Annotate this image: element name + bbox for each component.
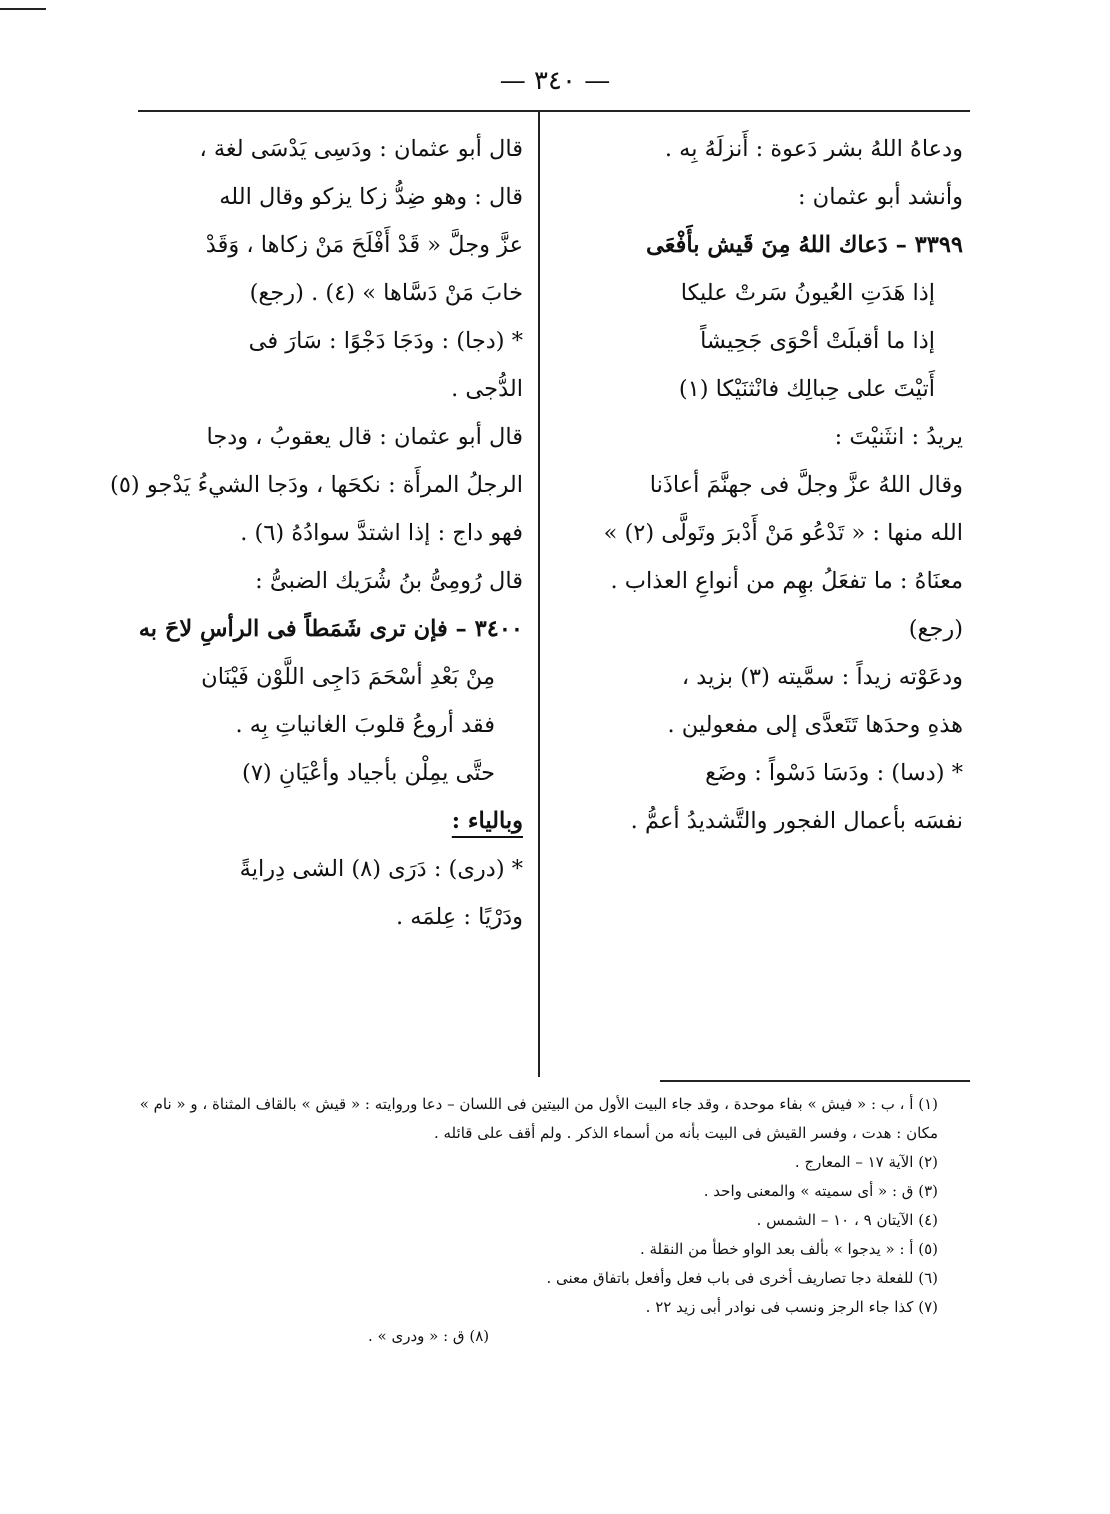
footnote-rule xyxy=(660,1080,970,1082)
text-line: نفسَه بأعمال الفجور والتَّشديدُ أعمُّ . xyxy=(630,808,963,834)
text-line: فهو داج : إذا اشتدَّ سوادُهُ (٦) . xyxy=(240,520,523,546)
column-divider xyxy=(538,112,540,1077)
text-line: وأنشد أبو عثمان : xyxy=(797,184,963,210)
text-line: يريدُ : انثَنيْتَ : xyxy=(834,424,963,450)
text-line: وقال اللهُ عزَّ وجلَّ فى جهنَّمَ أعاذَنا xyxy=(649,472,963,498)
text-line: خابَ مَنْ دَسَّاها » (٤) . (رجع) xyxy=(249,280,523,306)
verse-line: إذا ما أقبلَتْ أحْوَى جَحِيشاً xyxy=(700,328,935,354)
text-line: قال أبو عثمان : ودَسِى يَدْسَى لغة ، xyxy=(199,136,523,162)
text-line: * (درى) : دَرَى (٨) الشى دِرايةً xyxy=(239,856,523,882)
text-line: قال أبو عثمان : قال يعقوبُ ، ودجا xyxy=(206,424,523,450)
footnotes xyxy=(138,1090,938,1351)
text-line: ودَرْيًا : عِلمَه . xyxy=(395,904,523,930)
verse-line: أَتيْتَ على حِبالِك فانْثنَيْكا (١) xyxy=(678,376,935,402)
text-line: ودعاهُ اللهُ بشر دَعوة : أَنزلَهُ بِه . xyxy=(664,136,963,162)
text-line: قال رُومِىُّ بنُ شُرَيك الضبىُّ : xyxy=(255,568,523,594)
text-line: هذهِ وحدَها تَتَعدَّى إلى مفعولين . xyxy=(667,712,963,738)
section-heading: وبالياء : xyxy=(451,808,523,834)
page-number: — ٣٤٠ — xyxy=(499,66,611,96)
footnote: (٨) ق : « ودرى » . xyxy=(368,1327,490,1345)
left-column xyxy=(110,125,523,1085)
footnote: (٧) كذا جاء الرجز ونسب فى نوادر أبى زيد ٢٢ . xyxy=(645,1298,938,1316)
footnote: (١) أ ، ب : « فيش » بفاء موحدة ، وقد جاء البيت الأول من البيتين فى اللسان – دعا وروايته : « قيش » بالقاف المثناة ، و « نام » مكان : هدت ، وفسر القيش فى البيت بأنه من أسماء الذكر . ولم أقف على قائله . xyxy=(139,1095,938,1142)
footnote: (٣) ق : « أى سميته » والمعنى واحد . xyxy=(703,1182,938,1200)
text-line: (رجع) xyxy=(908,616,963,642)
text-line: قال : وهو ضِدُّ زكا يزكو وقال الله xyxy=(219,184,523,210)
text-line: ودعَوْته زيداً : سمَّيته (٣) بزيد ، xyxy=(681,664,963,690)
header-rule xyxy=(138,110,970,112)
footnote: (٦) للفعلة دجا تصاريف أخرى فى باب فعل وأفعل باتفاق معنى . xyxy=(546,1269,938,1287)
verse-line: ٣٤٠٠ – فإن ترى شَمَطاً فى الرأسِ لاحَ به xyxy=(138,616,523,642)
verse-line: إذا هَدَتِ العُيونُ سَرتْ عليكا xyxy=(680,280,935,306)
right-column xyxy=(558,125,963,1085)
text-line: عزَّ وجلَّ « قَدْ أَفْلَحَ مَنْ زكاها ، وَقَدْ xyxy=(205,232,523,258)
text-line: معنَاهُ : ما تفعَلُ بهِم من أنواعِ العذاب . xyxy=(610,568,963,594)
text-line: * (دجا) : ودَجَا دَجْوًا : سَارَ فى xyxy=(248,328,523,354)
text-line: الدُّجى . xyxy=(451,376,523,402)
text-line: الرجلُ المرأَة : نكحَها ، ودَجا الشيءُ يَدْجو (٥) xyxy=(110,472,523,498)
text-line: * (دسا) : ودَسَا دَسْواً : وضَع xyxy=(705,760,963,786)
verse-line: مِنْ بَعْدِ أسْحَمَ دَاجِى اللَّوْن فَيْنَان xyxy=(201,664,495,690)
verse-line: فقد أروعُ قلوبَ الغانياتِ بِه . xyxy=(235,712,495,738)
verse-line: حتَّى يمِلْن بأجياد وأعْيَانِ (٧) xyxy=(242,760,495,786)
footnote: (٥) أ : « يدجوا » بألف بعد الواو خطأ من النقلة . xyxy=(639,1240,938,1258)
footnote: (٤) الآيتان ٩ ، ١٠ – الشمس . xyxy=(756,1211,938,1229)
text-line: الله منها : « تَدْعُو مَنْ أَدْبرَ وتَولَّى (٢) » xyxy=(603,520,963,546)
verse-line: ٣٣٩٩ – دَعاك اللهُ مِنَ قَيش بأَفْعَى xyxy=(646,232,963,258)
footnote: (٢) الآية ١٧ – المعارج . xyxy=(794,1153,938,1171)
corner-mark xyxy=(0,8,46,10)
